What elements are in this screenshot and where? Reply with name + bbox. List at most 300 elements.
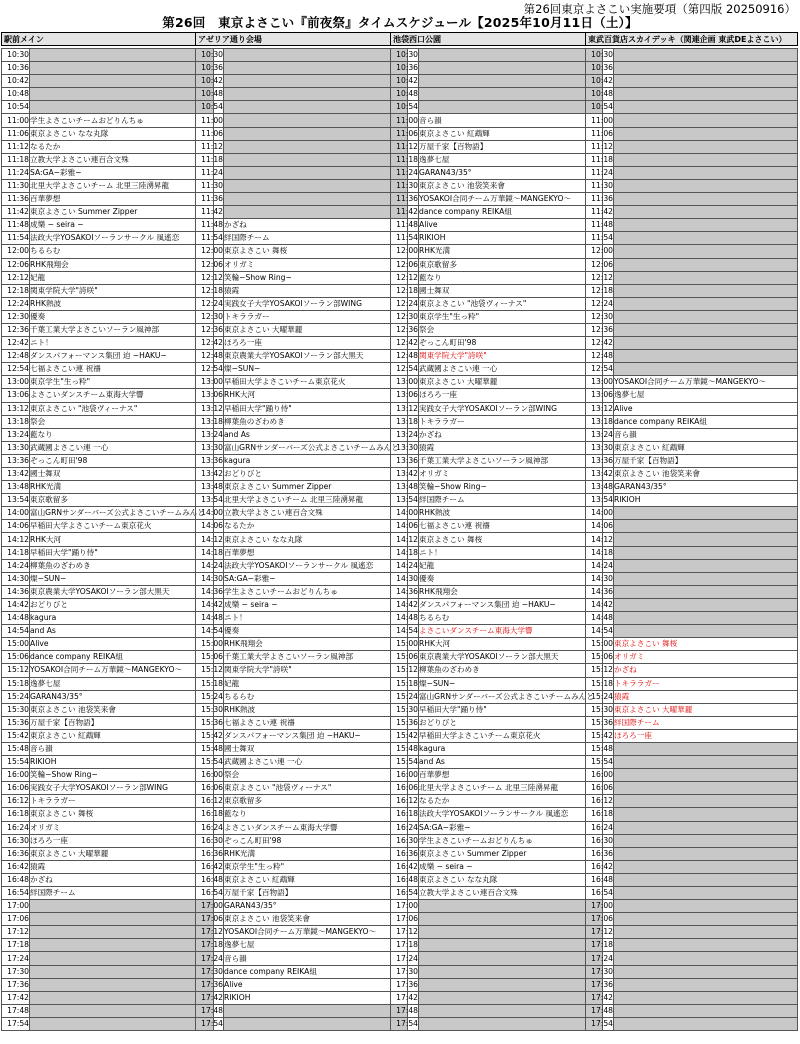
table-row (196, 402, 408, 415)
empty-slot (614, 127, 798, 140)
slot-time: 12:18 (196, 284, 224, 297)
table-row (391, 337, 603, 350)
team-name: 優奏 (30, 310, 214, 323)
table-row (391, 481, 603, 494)
empty-slot (419, 913, 603, 926)
team-name: トキララガー (224, 310, 408, 323)
slot-time: 15:30 (196, 703, 224, 716)
team-name: 祭会 (30, 415, 214, 428)
empty-slot (30, 1017, 214, 1030)
team-name: 東京よさこい 池袋笑来會 (30, 703, 214, 716)
slot-time: 11:42 (2, 206, 30, 219)
table-row (391, 625, 603, 638)
table-row (586, 729, 798, 742)
slot-time: 11:42 (391, 206, 419, 219)
team-name: オリガミ (614, 651, 798, 664)
slot-time: 17:18 (196, 939, 224, 952)
team-name: 逸夢七屋 (224, 939, 408, 952)
team-name: RHK大河 (224, 389, 408, 402)
slot-time: 15:54 (196, 756, 224, 769)
slot-time: 16:18 (2, 808, 30, 821)
slot-time: 16:12 (2, 795, 30, 808)
slot-time: 12:42 (586, 337, 614, 350)
team-name: 音ら韻 (614, 428, 798, 441)
slot-time: 11:00 (586, 114, 614, 127)
table-row (391, 179, 603, 192)
table-row (586, 834, 798, 847)
slot-time: 11:00 (391, 114, 419, 127)
table-row (2, 232, 214, 245)
empty-slot (614, 742, 798, 755)
slot-time: 17:36 (2, 978, 30, 991)
slot-time: 10:36 (2, 62, 30, 75)
table-row (2, 847, 214, 860)
table-row (2, 1004, 214, 1017)
slot-time: 14:54 (2, 625, 30, 638)
slot-time: 13:00 (196, 376, 224, 389)
team-name: SA:GA−彩雅− (419, 821, 603, 834)
table-row (586, 965, 798, 978)
slot-time: 11:36 (196, 193, 224, 206)
slot-time: 17:54 (391, 1017, 419, 1030)
table-row (391, 651, 603, 664)
slot-time: 15:54 (391, 756, 419, 769)
table-row (391, 716, 603, 729)
team-name: 東京よさこい なな丸隊 (224, 533, 408, 546)
team-name: ほろろ一座 (419, 389, 603, 402)
team-name: 東京よさこい 舞桜 (419, 533, 603, 546)
slot-time: 16:06 (196, 782, 224, 795)
table-row (391, 258, 603, 271)
team-name: 東京よさこい 大曜華麗 (614, 703, 798, 716)
team-name: なるたか (30, 140, 214, 153)
slot-time: 11:24 (586, 166, 614, 179)
table-row (391, 88, 603, 101)
table-row (196, 952, 408, 965)
table-row (2, 559, 214, 572)
team-name: 七福よさこい連 祝禱 (419, 520, 603, 533)
team-name: 逸夢七屋 (614, 389, 798, 402)
slot-time: 12:24 (586, 297, 614, 310)
slot-time: 12:00 (196, 245, 224, 258)
slot-time: 15:48 (196, 742, 224, 755)
slot-time: 11:12 (196, 140, 224, 153)
table-row (586, 939, 798, 952)
schedule-table (585, 48, 798, 1031)
empty-slot (224, 101, 408, 114)
table-row (586, 441, 798, 454)
empty-slot (614, 193, 798, 206)
slot-time: 14:24 (391, 559, 419, 572)
table-row (196, 481, 408, 494)
table-row (2, 808, 214, 821)
slot-time: 11:12 (391, 140, 419, 153)
slot-time: 12:30 (391, 310, 419, 323)
slot-time: 11:24 (391, 166, 419, 179)
slot-time: 11:30 (2, 179, 30, 192)
team-name: GARAN43/35° (419, 166, 603, 179)
slot-time: 11:00 (2, 114, 30, 127)
team-name: 東京歌留多 (224, 795, 408, 808)
slot-time: 11:30 (391, 179, 419, 192)
table-row (391, 952, 603, 965)
table-row (196, 337, 408, 350)
table-row (196, 834, 408, 847)
team-name: 早稲田大学"踊り侍" (224, 402, 408, 415)
slot-time: 17:24 (391, 952, 419, 965)
slot-time: 17:48 (2, 1004, 30, 1017)
table-row (586, 494, 798, 507)
team-name: 燦−SUN− (419, 677, 603, 690)
empty-slot (614, 271, 798, 284)
table-row (196, 441, 408, 454)
slot-time: 10:48 (196, 88, 224, 101)
slot-time: 15:00 (391, 638, 419, 651)
table-row (196, 847, 408, 860)
table-row (2, 193, 214, 206)
slot-time: 14:36 (2, 585, 30, 598)
table-row (586, 625, 798, 638)
empty-slot (614, 284, 798, 297)
team-name: 絆国際チーム (419, 494, 603, 507)
team-name: 百華夢想 (30, 193, 214, 206)
team-name: 國士舞双 (30, 468, 214, 481)
empty-slot (419, 965, 603, 978)
empty-slot (614, 860, 798, 873)
slot-time: 14:42 (2, 598, 30, 611)
table-row (586, 756, 798, 769)
table-row (391, 978, 603, 991)
empty-slot (614, 75, 798, 88)
slot-time: 14:00 (586, 507, 614, 520)
table-row (391, 1004, 603, 1017)
empty-slot (30, 926, 214, 939)
slot-time: 16:12 (391, 795, 419, 808)
table-row (2, 88, 214, 101)
table-row (196, 153, 408, 166)
venue-column-west-park (390, 32, 603, 1031)
table-row (196, 651, 408, 664)
table-row (2, 585, 214, 598)
slot-time: 17:12 (196, 926, 224, 939)
team-name: 千葉工業大学よさこいソーラン風神部 (30, 323, 214, 336)
table-row (196, 703, 408, 716)
table-row (391, 166, 603, 179)
team-name: おどりびと (419, 716, 603, 729)
slot-time: 13:24 (2, 428, 30, 441)
table-row (2, 507, 214, 520)
team-name: RHK光満 (419, 245, 603, 258)
team-name: 百華夢想 (419, 769, 603, 782)
table-row (586, 1017, 798, 1030)
table-row (196, 232, 408, 245)
slot-time: 12:24 (196, 297, 224, 310)
slot-time: 14:06 (196, 520, 224, 533)
team-name: 富山GRNサンダーバーズ公式よさこいチームみんと (224, 441, 408, 454)
table-row (586, 847, 798, 860)
team-name: 東京よさこい なな丸隊 (419, 873, 603, 886)
table-row (586, 415, 798, 428)
team-name: 東京よさこい "池袋ヴィーナス" (30, 402, 214, 415)
table-row (391, 402, 603, 415)
team-name: 武蔵國よさこい連 一心 (224, 756, 408, 769)
table-row (2, 363, 214, 376)
slot-time: 17:00 (586, 900, 614, 913)
team-name: RHK飛翔会 (30, 258, 214, 271)
table-row (196, 664, 408, 677)
slot-time: 16:30 (586, 834, 614, 847)
slot-time: 14:48 (391, 612, 419, 625)
table-row (586, 245, 798, 258)
table-row (586, 166, 798, 179)
empty-slot (614, 350, 798, 363)
empty-slot (419, 978, 603, 991)
slot-time: 13:54 (391, 494, 419, 507)
table-row (196, 795, 408, 808)
table-row (196, 677, 408, 690)
team-name: 絆国際チーム (614, 716, 798, 729)
empty-slot (614, 598, 798, 611)
team-name: オリガミ (419, 468, 603, 481)
table-row (586, 206, 798, 219)
team-name: 藍なり (30, 428, 214, 441)
slot-time: 15:06 (586, 651, 614, 664)
empty-slot (614, 507, 798, 520)
team-name: ぞっこん町田'98 (419, 337, 603, 350)
slot-time: 15:12 (586, 664, 614, 677)
team-name: 妃龍 (419, 559, 603, 572)
table-row (391, 900, 603, 913)
empty-slot (614, 756, 798, 769)
empty-slot (614, 49, 798, 62)
slot-time: 12:54 (2, 363, 30, 376)
table-row (586, 271, 798, 284)
slot-time: 12:06 (2, 258, 30, 271)
team-name: 富山GRNサンダーバーズ公式よさこいチームみんと (419, 690, 603, 703)
table-row (586, 821, 798, 834)
team-name: 東京よさこい 紅鵡輝 (614, 441, 798, 454)
table-row (586, 468, 798, 481)
table-row (196, 860, 408, 873)
slot-time: 17:18 (586, 939, 614, 952)
slot-time: 15:00 (196, 638, 224, 651)
team-name: 富山GRNサンダーバーズ公式よさこいチームみんと (30, 507, 214, 520)
slot-time: 16:42 (196, 860, 224, 873)
table-row (586, 127, 798, 140)
slot-time: 13:06 (2, 389, 30, 402)
team-name: 学生よさこいチームおどりんちゅ (224, 585, 408, 598)
team-name: and As (419, 756, 603, 769)
table-row (196, 389, 408, 402)
table-row (586, 75, 798, 88)
team-name: YOSAKOI合同チーム万華鏡〜MANGEKYO〜 (224, 926, 408, 939)
slot-time: 14:24 (196, 559, 224, 572)
slot-time: 11:12 (586, 140, 614, 153)
slot-time: 12:00 (586, 245, 614, 258)
team-name: ぞっこん町田'98 (30, 454, 214, 467)
team-name: 妃龍 (224, 677, 408, 690)
empty-slot (419, 926, 603, 939)
team-name: 音ら韻 (419, 114, 603, 127)
slot-time: 16:54 (586, 887, 614, 900)
slot-time: 13:30 (196, 441, 224, 454)
slot-time: 10:48 (2, 88, 30, 101)
slot-time: 17:06 (196, 913, 224, 926)
slot-time: 17:12 (391, 926, 419, 939)
team-name: 法政大学YOSAKOIソーランサークル 風遙恋 (30, 232, 214, 245)
table-row (586, 559, 798, 572)
team-name: 東京よさこい 池袋笑来會 (224, 913, 408, 926)
slot-time: 10:36 (196, 62, 224, 75)
empty-slot (614, 533, 798, 546)
team-name: 東京農業大学YOSAKOIソーラン部大黒天 (419, 651, 603, 664)
slot-time: 17:42 (391, 991, 419, 1004)
empty-slot (419, 49, 603, 62)
team-name: GARAN43/35° (30, 690, 214, 703)
table-row (391, 415, 603, 428)
empty-slot (224, 206, 408, 219)
slot-time: 17:18 (2, 939, 30, 952)
table-row (391, 913, 603, 926)
table-row (196, 363, 408, 376)
table-row (196, 821, 408, 834)
slot-time: 16:48 (586, 873, 614, 886)
team-name: RHK熱波 (224, 703, 408, 716)
slot-time: 11:48 (586, 219, 614, 232)
slot-time: 15:06 (391, 651, 419, 664)
empty-slot (614, 232, 798, 245)
table-row (586, 258, 798, 271)
empty-slot (614, 206, 798, 219)
team-name: 早稲田大学よさこいチーム東京花火 (224, 376, 408, 389)
slot-time: 12:54 (196, 363, 224, 376)
team-name: 東京学生"生っ粋" (224, 860, 408, 873)
slot-time: 12:48 (391, 350, 419, 363)
team-name: 早稲田大学"踊り侍" (419, 703, 603, 716)
slot-time: 16:24 (196, 821, 224, 834)
slot-time: 13:54 (2, 494, 30, 507)
table-row (586, 952, 798, 965)
team-name: and As (224, 428, 408, 441)
table-row (586, 454, 798, 467)
table-row (586, 690, 798, 703)
slot-time: 12:18 (391, 284, 419, 297)
empty-slot (419, 991, 603, 1004)
team-name: よさこいダンスチーム東海大学響 (419, 625, 603, 638)
table-row (586, 769, 798, 782)
table-row (586, 598, 798, 611)
team-name: RHK光満 (224, 847, 408, 860)
slot-time: 15:36 (2, 716, 30, 729)
slot-time: 11:54 (586, 232, 614, 245)
table-row (196, 140, 408, 153)
team-name: 実践女子大学YOSAKOIソーラン部WING (224, 297, 408, 310)
team-name: kagura (224, 454, 408, 467)
table-row (196, 887, 408, 900)
table-row (586, 376, 798, 389)
table-row (2, 533, 214, 546)
table-row (586, 179, 798, 192)
team-name: 柳葉魚のざわめき (224, 415, 408, 428)
team-name: 東京よさこい 紅鵡輝 (224, 873, 408, 886)
table-row (586, 350, 798, 363)
slot-time: 17:24 (2, 952, 30, 965)
slot-time: 10:36 (586, 62, 614, 75)
slot-time: 12:12 (196, 271, 224, 284)
venue-column-tobu-skydeck (585, 32, 798, 1031)
slot-time: 16:00 (391, 769, 419, 782)
table-row (196, 88, 408, 101)
team-name: ぞっこん町田'98 (224, 834, 408, 847)
slot-time: 17:48 (196, 1004, 224, 1017)
table-row (391, 140, 603, 153)
empty-slot (614, 991, 798, 1004)
slot-time: 17:06 (586, 913, 614, 926)
slot-time: 14:54 (586, 625, 614, 638)
slot-time: 15:00 (2, 638, 30, 651)
slot-time: 15:48 (2, 742, 30, 755)
slot-time: 16:36 (2, 847, 30, 860)
empty-slot (419, 101, 603, 114)
table-row (2, 769, 214, 782)
empty-slot (614, 363, 798, 376)
empty-slot (30, 978, 214, 991)
empty-slot (30, 75, 214, 88)
table-row (2, 572, 214, 585)
slot-time: 17:42 (586, 991, 614, 1004)
slot-time: 14:18 (391, 546, 419, 559)
slot-time: 11:18 (586, 153, 614, 166)
table-row (586, 284, 798, 297)
slot-time: 14:30 (2, 572, 30, 585)
slot-time: 15:24 (2, 690, 30, 703)
slot-time: 14:06 (391, 520, 419, 533)
table-row (196, 428, 408, 441)
table-row (391, 441, 603, 454)
table-row (196, 913, 408, 926)
empty-slot (614, 769, 798, 782)
table-row (2, 598, 214, 611)
slot-time: 14:06 (2, 520, 30, 533)
table-row (391, 153, 603, 166)
empty-slot (224, 49, 408, 62)
table-row (2, 101, 214, 114)
slot-time: 13:54 (196, 494, 224, 507)
table-row (586, 49, 798, 62)
table-row (196, 310, 408, 323)
table-row (196, 965, 408, 978)
slot-time: 13:36 (586, 454, 614, 467)
slot-time: 15:24 (586, 690, 614, 703)
slot-time: 15:42 (2, 729, 30, 742)
empty-slot (614, 939, 798, 952)
empty-slot (614, 625, 798, 638)
table-row (391, 363, 603, 376)
table-row (391, 585, 603, 598)
empty-slot (30, 991, 214, 1004)
table-row (196, 219, 408, 232)
empty-slot (614, 179, 798, 192)
slot-time: 16:36 (586, 847, 614, 860)
table-row (196, 978, 408, 991)
slot-time: 15:12 (196, 664, 224, 677)
slot-time: 12:36 (586, 323, 614, 336)
empty-slot (224, 114, 408, 127)
table-row (586, 572, 798, 585)
slot-time: 15:18 (196, 677, 224, 690)
slot-time: 11:54 (391, 232, 419, 245)
slot-time: 15:18 (2, 677, 30, 690)
